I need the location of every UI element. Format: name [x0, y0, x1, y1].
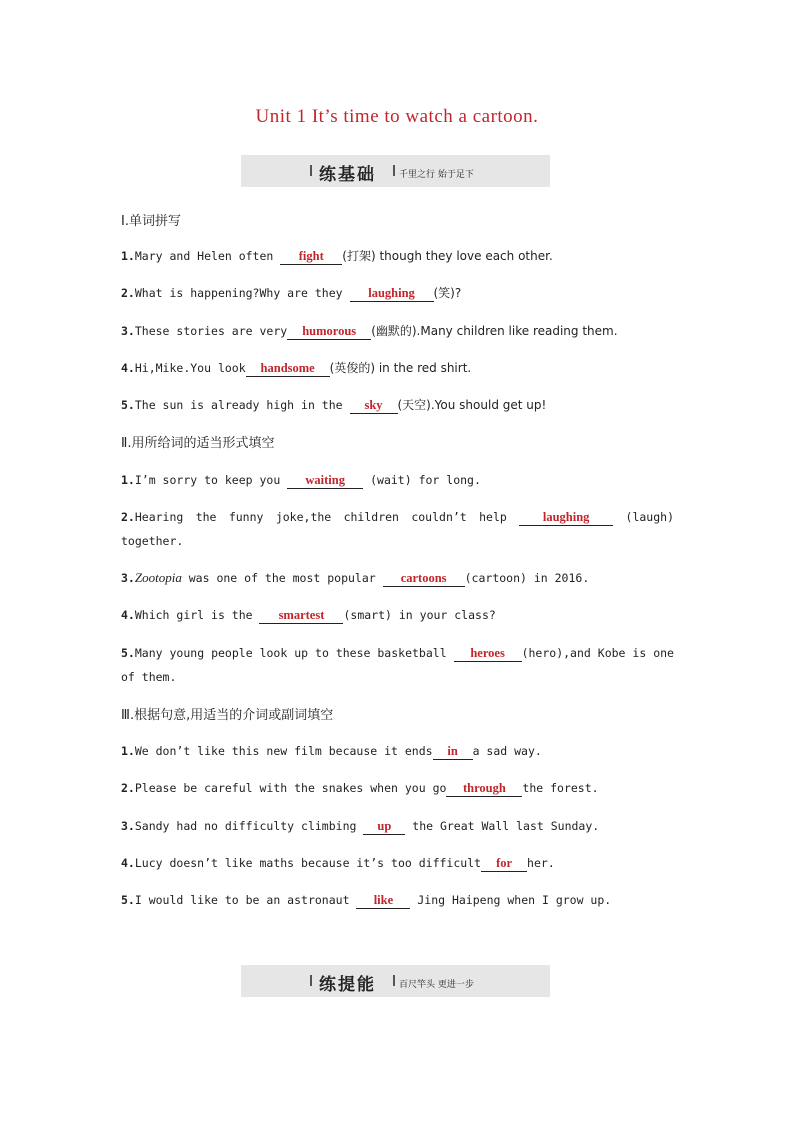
banner-divider — [393, 975, 395, 986]
answer-blank — [287, 324, 371, 340]
question-text: (打架) though they love each other. — [342, 249, 553, 263]
answer-blank — [259, 608, 343, 624]
question-text: Hi,Mike.You look — [134, 361, 246, 375]
question-text: Sandy had no difficulty climbing — [134, 819, 364, 833]
banner-main-label: 练基础 — [319, 165, 376, 185]
answer: through — [463, 781, 506, 795]
question-text: Jing Haipeng when I grow up. — [410, 893, 612, 907]
question-item — [121, 739, 674, 763]
answer: for — [496, 856, 513, 870]
answer-blank — [356, 893, 410, 909]
question-text: Mary and Helen often — [134, 249, 281, 263]
answer: sky — [364, 398, 383, 412]
question-item — [121, 393, 674, 417]
question-number: 2. — [121, 286, 135, 300]
question-number: 4. — [121, 361, 135, 375]
section-banner-advanced — [241, 965, 550, 997]
question-number: 4. — [121, 856, 135, 870]
question-item — [121, 356, 674, 380]
question-text: (天空).You should get up! — [397, 398, 547, 412]
banner-sub-label: 千里之行 始于足下 — [399, 170, 474, 180]
question-text: Many young people look up to these basketball — [134, 646, 454, 660]
banner-divider — [310, 975, 312, 986]
question-text: (laugh) together. — [121, 510, 674, 548]
section-heading: Ⅲ.根据句意,用适当的介词或副词填空 — [121, 708, 334, 723]
answer-blank — [350, 286, 434, 302]
question-number: 1. — [121, 249, 135, 263]
answer: heroes — [470, 646, 505, 660]
question-text: We don’t like this new film because it ends — [134, 744, 433, 758]
question-item — [121, 281, 674, 305]
banner-main-label: 练提能 — [319, 975, 376, 995]
question-item — [121, 319, 674, 343]
question-text: a sad way. — [472, 744, 542, 758]
question-text: I would like to be an astronaut — [134, 893, 357, 907]
question-number: 4. — [121, 608, 135, 622]
question-item — [121, 505, 674, 553]
question-text: (hero),and Kobe is one of them. — [121, 646, 674, 684]
question-text: the Great Wall last Sunday. — [405, 819, 600, 833]
question-item — [121, 641, 674, 689]
question-text: (英俊的) in the red shirt. — [329, 361, 472, 375]
banner-divider — [310, 165, 312, 176]
question-text: her. — [527, 856, 555, 870]
question-text: (笑)? — [433, 286, 462, 300]
question-text: Hearing the funny joke,the children couldn’t help — [134, 510, 520, 524]
section-heading: Ⅱ.用所给词的适当形式填空 — [121, 436, 275, 451]
answer-blank — [446, 781, 522, 797]
question-item — [121, 851, 674, 875]
banner-sub-label: 百尺竿头 更进一步 — [399, 980, 474, 990]
banner-divider — [393, 165, 395, 176]
answer: laughing — [368, 286, 415, 300]
answer-blank — [350, 398, 398, 414]
question-item — [121, 603, 674, 627]
question-text: the forest. — [522, 781, 599, 795]
answer: waiting — [305, 473, 345, 487]
answer-blank — [433, 744, 473, 760]
question-item — [121, 888, 674, 912]
question-number: 1. — [121, 473, 135, 487]
answer: cartoons — [400, 571, 447, 585]
answer-blank — [363, 819, 405, 835]
question-text: These stories are very — [134, 324, 288, 338]
answer: fight — [298, 249, 324, 263]
question-number: 3. — [121, 819, 135, 833]
section-banner-basic — [241, 155, 550, 187]
question-text: Which girl is the — [134, 608, 260, 622]
answer-blank — [519, 510, 613, 526]
question-text: Please be careful with the snakes when you go — [134, 781, 447, 795]
answer-blank — [287, 473, 363, 489]
question-text: (smart) in your class? — [343, 608, 496, 622]
question-text: Lucy doesn’t like maths because it’s too difficult — [134, 856, 482, 870]
film-title: Zootopia — [134, 570, 182, 585]
question-text: The sun is already high in the — [134, 398, 350, 412]
answer-blank — [383, 571, 465, 587]
question-number: 5. — [121, 893, 135, 907]
answer: smartest — [278, 608, 325, 622]
question-text: I’m sorry to keep you — [134, 473, 288, 487]
question-text: was one of the most popular — [181, 571, 383, 585]
question-number: 5. — [121, 398, 135, 412]
question-text: What is happening?Why are they — [134, 286, 350, 300]
question-item — [121, 468, 674, 492]
question-number: 5. — [121, 646, 135, 660]
question-number: 2. — [121, 510, 135, 524]
answer-blank — [280, 249, 342, 265]
answer: humorous — [302, 324, 357, 338]
answer-blank — [454, 646, 522, 662]
answer-blank — [481, 856, 527, 872]
answer: laughing — [542, 510, 590, 524]
question-number: 1. — [121, 744, 135, 758]
question-item — [121, 814, 674, 838]
question-item — [121, 244, 674, 268]
question-item — [121, 566, 674, 590]
answer: handsome — [260, 361, 315, 375]
question-text: (cartoon) in 2016. — [464, 571, 590, 585]
question-number: 3. — [121, 324, 135, 338]
answer: up — [377, 819, 392, 833]
question-text: (幽默的).Many children like reading them. — [371, 324, 618, 338]
question-number: 2. — [121, 781, 135, 795]
answer: in — [447, 744, 458, 758]
page-title: Unit 1 It’s time to watch a cartoon. — [255, 106, 539, 127]
answer: like — [373, 893, 394, 907]
answer-blank — [246, 361, 330, 377]
question-item — [121, 776, 674, 800]
question-text: (wait) for long. — [363, 473, 481, 487]
question-number: 3. — [121, 571, 135, 585]
section-heading: Ⅰ.单词拼写 — [121, 214, 181, 229]
